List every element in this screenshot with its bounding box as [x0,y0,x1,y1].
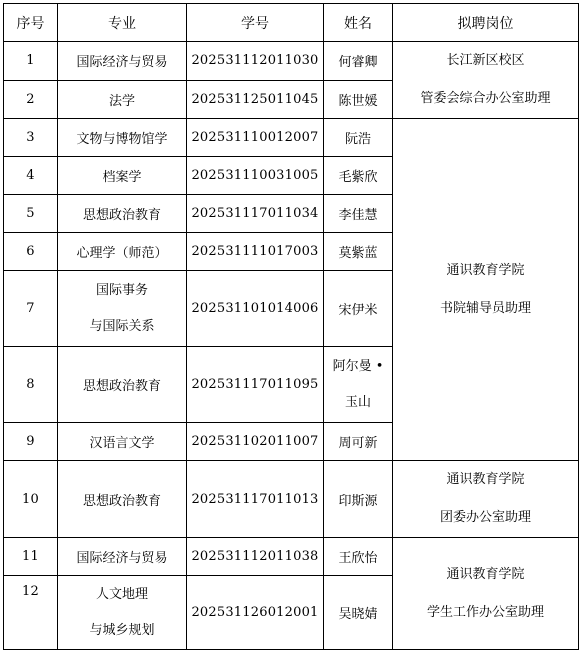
table-row [4,119,579,157]
major-cell: 档案学 [58,157,187,195]
major-cell: 文物与博物馆学 [58,119,187,157]
student-id-cell: 202531110031005 [187,157,324,195]
seq-cell: 5 [4,195,58,233]
student-id-cell: 202531117011034 [187,195,324,233]
position-line: 管委会综合办公室助理 [420,91,551,106]
student-id-cell: 202531112011030 [187,42,324,81]
header-student-id: 学号 [187,4,324,42]
student-id-cell: 202531117011095 [187,347,324,423]
position-line: 通识教育学院 [446,566,525,582]
student-id-cell: 202531112011038 [187,538,324,576]
table-row [4,538,579,576]
assignment-table [3,3,579,650]
name-cell [324,347,393,423]
position-line: 团委办公室助理 [439,510,531,525]
name-cell: 吴晓婧 [324,576,393,650]
major-cell: 汉语言文学 [58,423,187,461]
name-cell: 宋伊米 [324,271,393,347]
name-cell: 李佳慧 [324,195,393,233]
position-line: 书院辅导员助理 [439,300,531,316]
position-cell [393,538,579,650]
major-cell [58,271,187,347]
student-id-cell: 202531126012001 [187,576,324,650]
name-line: 玉山 [344,394,371,410]
seq-cell: 9 [4,423,58,461]
position-cell [393,42,579,119]
header-seq: 序号 [4,4,58,42]
seq-cell: 12 [4,576,58,650]
student-id-cell: 202531110012007 [187,119,324,157]
name-cell: 毛紫欣 [324,157,393,195]
student-id-cell: 202531101014006 [187,271,324,347]
header-row [4,4,579,42]
header-name: 姓名 [324,4,393,42]
student-id-cell: 202531102011007 [187,423,324,461]
name-cell: 莫紫蓝 [324,233,393,271]
major-cell: 心理学（师范） [58,233,187,271]
seq-cell: 8 [4,347,58,423]
major-line: 国际事务 [95,282,148,298]
major-cell: 思想政治教育 [58,347,187,423]
table-row [4,461,579,538]
major-cell: 思想政治教育 [58,461,187,538]
seq-cell: 3 [4,119,58,157]
seq-cell: 6 [4,233,58,271]
name-cell: 陈世媛 [324,80,393,119]
major-cell: 法学 [58,80,187,119]
position-line: 学生工作办公室助理 [426,604,544,620]
position-line: 通识教育学院 [446,262,525,278]
seq-cell: 1 [4,42,58,81]
name-cell: 周可新 [324,423,393,461]
major-cell [58,576,187,650]
major-line: 人文地理 [95,586,148,602]
major-cell: 国际经济与贸易 [58,42,187,81]
name-line: 阿尔曼 • [332,358,384,374]
seq-cell: 2 [4,80,58,119]
major-line: 与城乡规划 [89,622,155,638]
seq-cell: 10 [4,461,58,538]
name-cell: 王欣怡 [324,538,393,576]
position-cell [393,461,579,538]
table-row [4,42,579,81]
major-cell: 思想政治教育 [58,195,187,233]
major-line: 与国际关系 [89,318,155,334]
student-id-cell: 202531125011045 [187,80,324,119]
position-cell [393,119,579,461]
name-cell: 印斯源 [324,461,393,538]
position-line: 通识教育学院 [446,472,525,487]
student-id-cell: 202531111017003 [187,233,324,271]
position-line: 长江新区校区 [446,53,525,68]
seq-cell: 4 [4,157,58,195]
student-id-cell: 202531117011013 [187,461,324,538]
header-position: 拟聘岗位 [393,4,579,42]
header-major: 专业 [58,4,187,42]
major-cell: 国际经济与贸易 [58,538,187,576]
name-cell: 阮浩 [324,119,393,157]
seq-cell: 7 [4,271,58,347]
name-cell: 何睿卿 [324,42,393,81]
seq-cell: 11 [4,538,58,576]
